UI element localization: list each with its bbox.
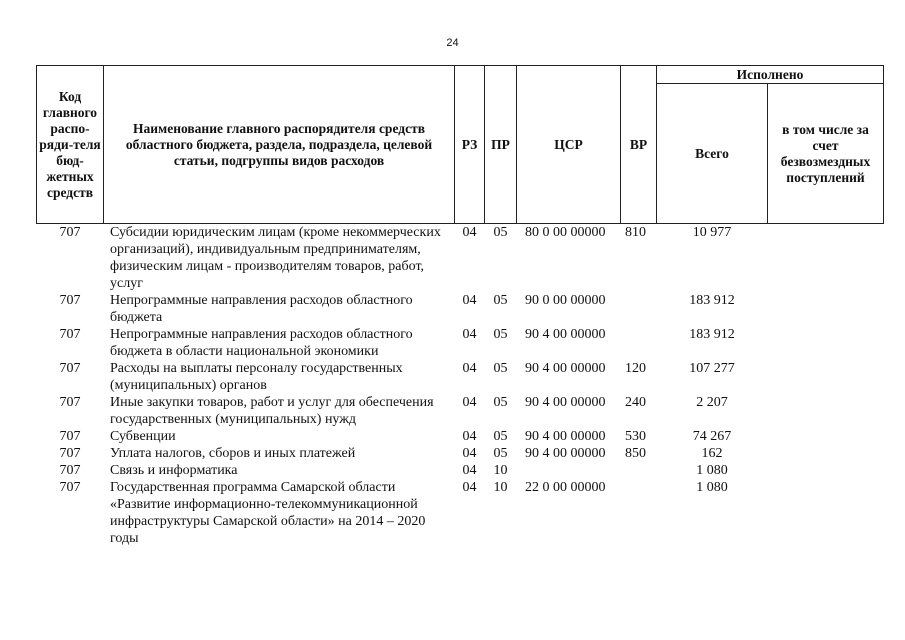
cell-rz: 04 <box>462 361 477 376</box>
cell-csr <box>517 462 621 479</box>
table-row <box>37 445 884 462</box>
cell-code: 707 <box>59 395 81 410</box>
cell-free <box>768 224 884 293</box>
header-csr: ЦСР <box>517 66 621 224</box>
cell-rz: 04 <box>462 446 477 461</box>
header-pr: ПР <box>485 66 517 224</box>
cell-free <box>768 445 884 462</box>
page-number: 24 <box>446 37 459 49</box>
cell-pr: 05 <box>493 361 508 376</box>
table-row <box>37 292 884 326</box>
table-row <box>37 360 884 394</box>
cell-rz: 04 <box>462 327 477 342</box>
cell-vr <box>621 292 657 326</box>
cell-total: 183 912 <box>689 327 735 342</box>
header-vr: ВР <box>621 66 657 224</box>
cell-vr <box>621 462 657 479</box>
cell-name: Связь и информатика <box>110 463 238 478</box>
table-row <box>37 326 884 360</box>
cell-vr: 810 <box>625 225 646 240</box>
cell-rz: 04 <box>462 395 477 410</box>
cell-total: 1 080 <box>696 480 728 495</box>
cell-pr: 05 <box>493 293 508 308</box>
budget-table <box>36 65 884 547</box>
cell-free <box>768 479 884 547</box>
cell-code: 707 <box>59 327 81 342</box>
cell-name: Уплата налогов, сборов и иных платежей <box>110 446 356 461</box>
cell-total: 183 912 <box>689 293 735 308</box>
cell-pr: 05 <box>493 429 508 444</box>
cell-rz: 04 <box>462 293 477 308</box>
header-free: в том числе за счет безвозмездных поступлений <box>768 84 884 224</box>
cell-vr: 240 <box>625 395 646 410</box>
cell-csr: 90 4 00 00000 <box>525 429 606 444</box>
cell-vr: 120 <box>625 361 646 376</box>
cell-csr: 22 0 00 00000 <box>525 480 606 495</box>
cell-code: 707 <box>59 361 81 376</box>
cell-code: 707 <box>59 293 81 308</box>
cell-rz: 04 <box>462 225 477 240</box>
cell-name: Расходы на выплаты персоналу государственных (муниципальных) органов <box>110 361 403 393</box>
header-rz: РЗ <box>455 66 485 224</box>
table-body <box>37 224 884 548</box>
cell-code: 707 <box>59 429 81 444</box>
cell-name: Государственная программа Самарской области «Развитие информационно-телекоммуникационной инфраструктуры Самарской области» на 2014 – 2020 годы <box>110 480 426 546</box>
cell-csr: 90 4 00 00000 <box>525 361 606 376</box>
table-row <box>37 394 884 428</box>
cell-free <box>768 326 884 360</box>
cell-name: Субвенции <box>110 429 176 444</box>
cell-total: 74 267 <box>692 429 732 444</box>
cell-total: 107 277 <box>689 361 735 376</box>
header-executed: Исполнено <box>657 66 884 84</box>
cell-vr: 850 <box>625 446 646 461</box>
table-row <box>37 479 884 547</box>
table-row <box>37 224 884 293</box>
cell-vr <box>621 326 657 360</box>
header-code: Код главного распо-ряди-теля бюд-жетных средств <box>37 66 104 224</box>
cell-code: 707 <box>59 463 81 478</box>
cell-rz: 04 <box>462 429 477 444</box>
cell-name: Непрограммные направления расходов областного бюджета в области национальной экономики <box>110 327 413 359</box>
cell-pr: 05 <box>493 327 508 342</box>
cell-csr: 90 4 00 00000 <box>525 446 606 461</box>
cell-rz: 04 <box>462 480 477 495</box>
header-total: Всего <box>657 84 768 224</box>
cell-total: 1 080 <box>696 463 728 478</box>
cell-name: Иные закупки товаров, работ и услуг для обеспечения государственных (муниципальных) нужд <box>110 395 434 427</box>
cell-total: 2 207 <box>696 395 728 410</box>
cell-free <box>768 292 884 326</box>
cell-rz: 04 <box>462 463 477 478</box>
cell-code: 707 <box>59 480 81 495</box>
cell-pr: 05 <box>493 395 508 410</box>
cell-pr: 05 <box>493 225 508 240</box>
cell-free <box>768 360 884 394</box>
cell-code: 707 <box>59 446 81 461</box>
cell-name: Субсидии юридическим лицам (кроме некоммерческих организаций), индивидуальным предпринимателям, физическим лицам - производителям товаров, работ, услуг <box>110 225 441 291</box>
header-name: Наименование главного распорядителя средств областного бюджета, раздела, подраздела, целевой статьи, подгруппы видов расходов <box>104 66 455 224</box>
cell-csr: 90 4 00 00000 <box>525 327 606 342</box>
table-row <box>37 462 884 479</box>
cell-pr: 05 <box>493 446 508 461</box>
cell-pr: 10 <box>493 463 508 478</box>
cell-code: 707 <box>59 225 81 240</box>
cell-total: 10 977 <box>692 225 732 240</box>
table-row <box>37 428 884 445</box>
cell-csr: 90 0 00 00000 <box>525 293 606 308</box>
cell-free <box>768 394 884 428</box>
cell-name: Непрограммные направления расходов областного бюджета <box>110 293 413 325</box>
cell-free <box>768 462 884 479</box>
cell-free <box>768 428 884 445</box>
cell-vr: 530 <box>625 429 646 444</box>
cell-csr: 80 0 00 00000 <box>525 225 606 240</box>
cell-pr: 10 <box>493 480 508 495</box>
cell-total: 162 <box>701 446 723 461</box>
cell-csr: 90 4 00 00000 <box>525 395 606 410</box>
cell-vr <box>621 479 657 547</box>
